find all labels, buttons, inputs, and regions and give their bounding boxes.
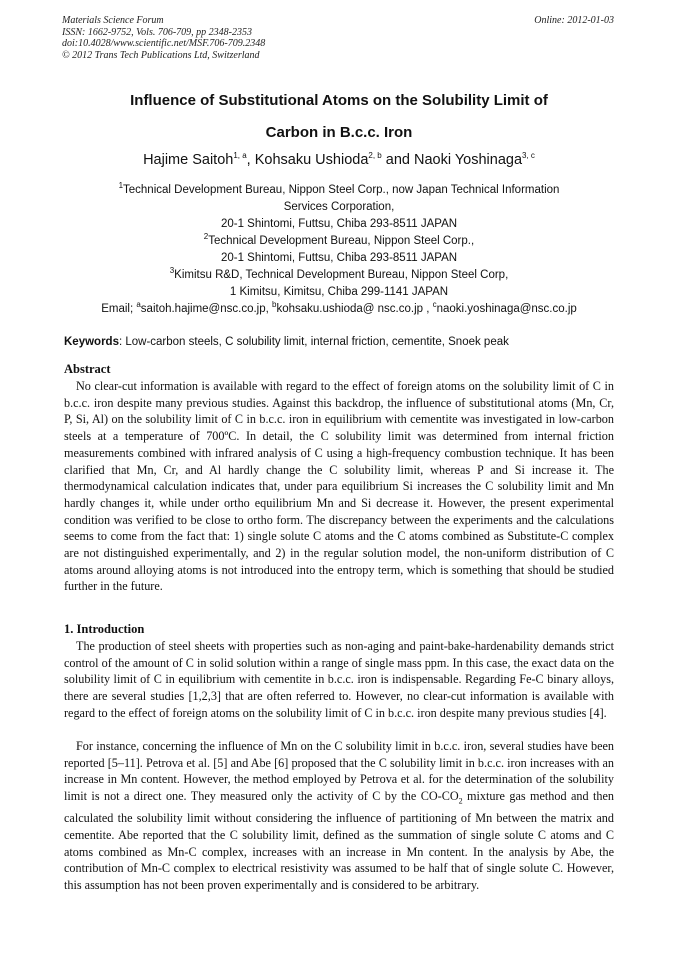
keywords-label: Keywords [64,336,119,348]
affiliations [60,182,618,318]
abstract-heading: Abstract [64,362,111,376]
affiliation-sup: 2 [203,232,209,242]
copyright-line: © 2012 Trans Tech Publications Ltd, Switzerland [62,49,260,61]
affiliation-line: 20-1 Shintomi, Futtsu, Chiba 293-8511 JAPAN [220,252,458,264]
affiliation-line: 20-1 Shintomi, Futtsu, Chiba 293-8511 JAPAN [220,218,458,230]
journal-name: Materials Science Forum [62,15,164,26]
keywords-text: : Low-carbon steels, C solubility limit, internal friction, cementite, Snoek peak [118,336,509,348]
paper-title-line-2: Carbon in B.c.c. Iron [265,124,413,141]
author-sup: 3, c [522,151,535,161]
affiliation-sup: 1 [118,181,124,191]
affiliation-line: $^2$Technical Development Bureau, Nippon Steel Corp., [203,232,475,247]
paper-title-line-1: Influence of Substitutional Atoms on the Solubility Limit of [130,92,548,109]
author-sup: 1, a [233,151,247,161]
affiliation-sup: 3 [169,266,175,276]
email-line: Email; $^a$saitoh.hajime@nsc.co.jp, $^b$kohsaku.ushioda@ nsc.co.jp , $^c$naoki.yoshinaga@nsc.co.jp [101,300,577,315]
author-sup: 2, b [368,151,382,161]
affiliation-line: $^3$Kimitsu R&D, Technical Development Bureau, Nippon Steel Corp, [169,266,509,281]
online-date: Online: 2012-01-03 [534,15,614,26]
author-name: Hajime Saitoh [143,152,234,168]
intro-paragraph-1: The production of steel sheets with properties such as non-aging and paint-bake-hardenability demands strict control of the amount of C in solid solution within a range of single mass ppm. In this case, the exact data on the solubility limit of C in equilibrium with cementite in b.c.c. iron is indispensable. Regarding Fe-C binary alloys, there are several studies [1,2,3] that are often referred to. However, no clear-cut information is available with regard to the effect of foreign atoms on the solubility limit of C in b.c.c. iron despite many previous studies [4]. [64,639,614,720]
author-name: , Kohsaku Ushioda [246,152,369,168]
email-b: kohsaku.ushioda@ nsc.co.jp , [276,303,433,315]
journal-meta [62,15,265,61]
affiliation-line: Services Corporation, [283,201,395,213]
introduction-heading: 1. Introduction [64,622,145,636]
email-a: saitoh.hajime@nsc.co.jp, [140,303,273,315]
intro-paragraph-2: For instance, concerning the influence of Mn on the C solubility limit in b.c.c. iron, several studies have been reported [5–11]. Petrova et al. [5] and Abe [6] proposed that the C solubility limit in b.c.c. iron increases with an increase in Mn content. However, the method employed by Petrova et al. for the determination of the solubility limit is not a direct one. They measured only the activity of C by the $CO-CO_2$ mixture gas method and then calculated the solubility limit without considering the influence of partitioning of Mn between the matrix and cementite. Abe reported that the C solubility limit, defined as the summation of single solute C atoms and C atoms combined as Mn-C complex, increases with an increase in Mn content. In the analysis by Abe, the contribution of Mn-C complex to electrical resistivity was assumed to be half that of single solute C. However, this assumption has not been proven experimentally and is considered to be arbitrary. [64,739,614,893]
keywords [64,336,616,348]
issn-line: ISSN: 1662-9752, Vols. 706-709, pp 2348-2353 [62,26,252,38]
doi-line: doi:10.4028/www.scientific.net/MSF.706-709.2348 [62,38,266,49]
author-list [60,152,618,168]
abstract-body: No clear-cut information is available with regard to the effect of foreign atoms on the solubility limit of C in b.c.c. iron despite many previous studies. Against this backdrop, the influence of substitutional atoms (Mn, Cr, P, Si, Al) on the solubility limit of C in b.c.c. iron in equilibrium with cementite was investigated in low-carbon steels at a temperature of 700ºC. In detail, the C solubility limit was determined from internal friction measurements combined with infrared analysis of C using a high-frequency combustion technique. It has been clarified that Mn, Cr, and Al hardly change the C solubility limit, whereas P and Si increase it. The thermodynamical calculation indicates that, under para equilibrium Si increases the C solubility limit and Mn hardly changes it, while under ortho equilibrium Mn and Si decrease it. However, the present experimental condition was verified to be close to ortho form. The discrepancy between the experiments and the calculations seems to come from the fact that: 1) single solute C atoms and the C atoms combined as Substitute-C complex are not distinguished experimentally, and 2) in the regular solution model, the non-uniform distribution of C atoms around alloying atoms is not introduced into the entropy term, which is something that should be studied further in the future. [64,379,614,594]
affiliation-line: 1 Kimitsu, Kimitsu, Chiba 299-1141 JAPAN [229,286,449,298]
author-name: and Naoki Yoshinaga [381,152,523,168]
affiliation-line: $^1$Technical Development Bureau, Nippon Steel Corp., now Japan Technical Information [118,181,560,196]
email-c: naoki.yoshinaga@nsc.co.jp [436,303,577,315]
